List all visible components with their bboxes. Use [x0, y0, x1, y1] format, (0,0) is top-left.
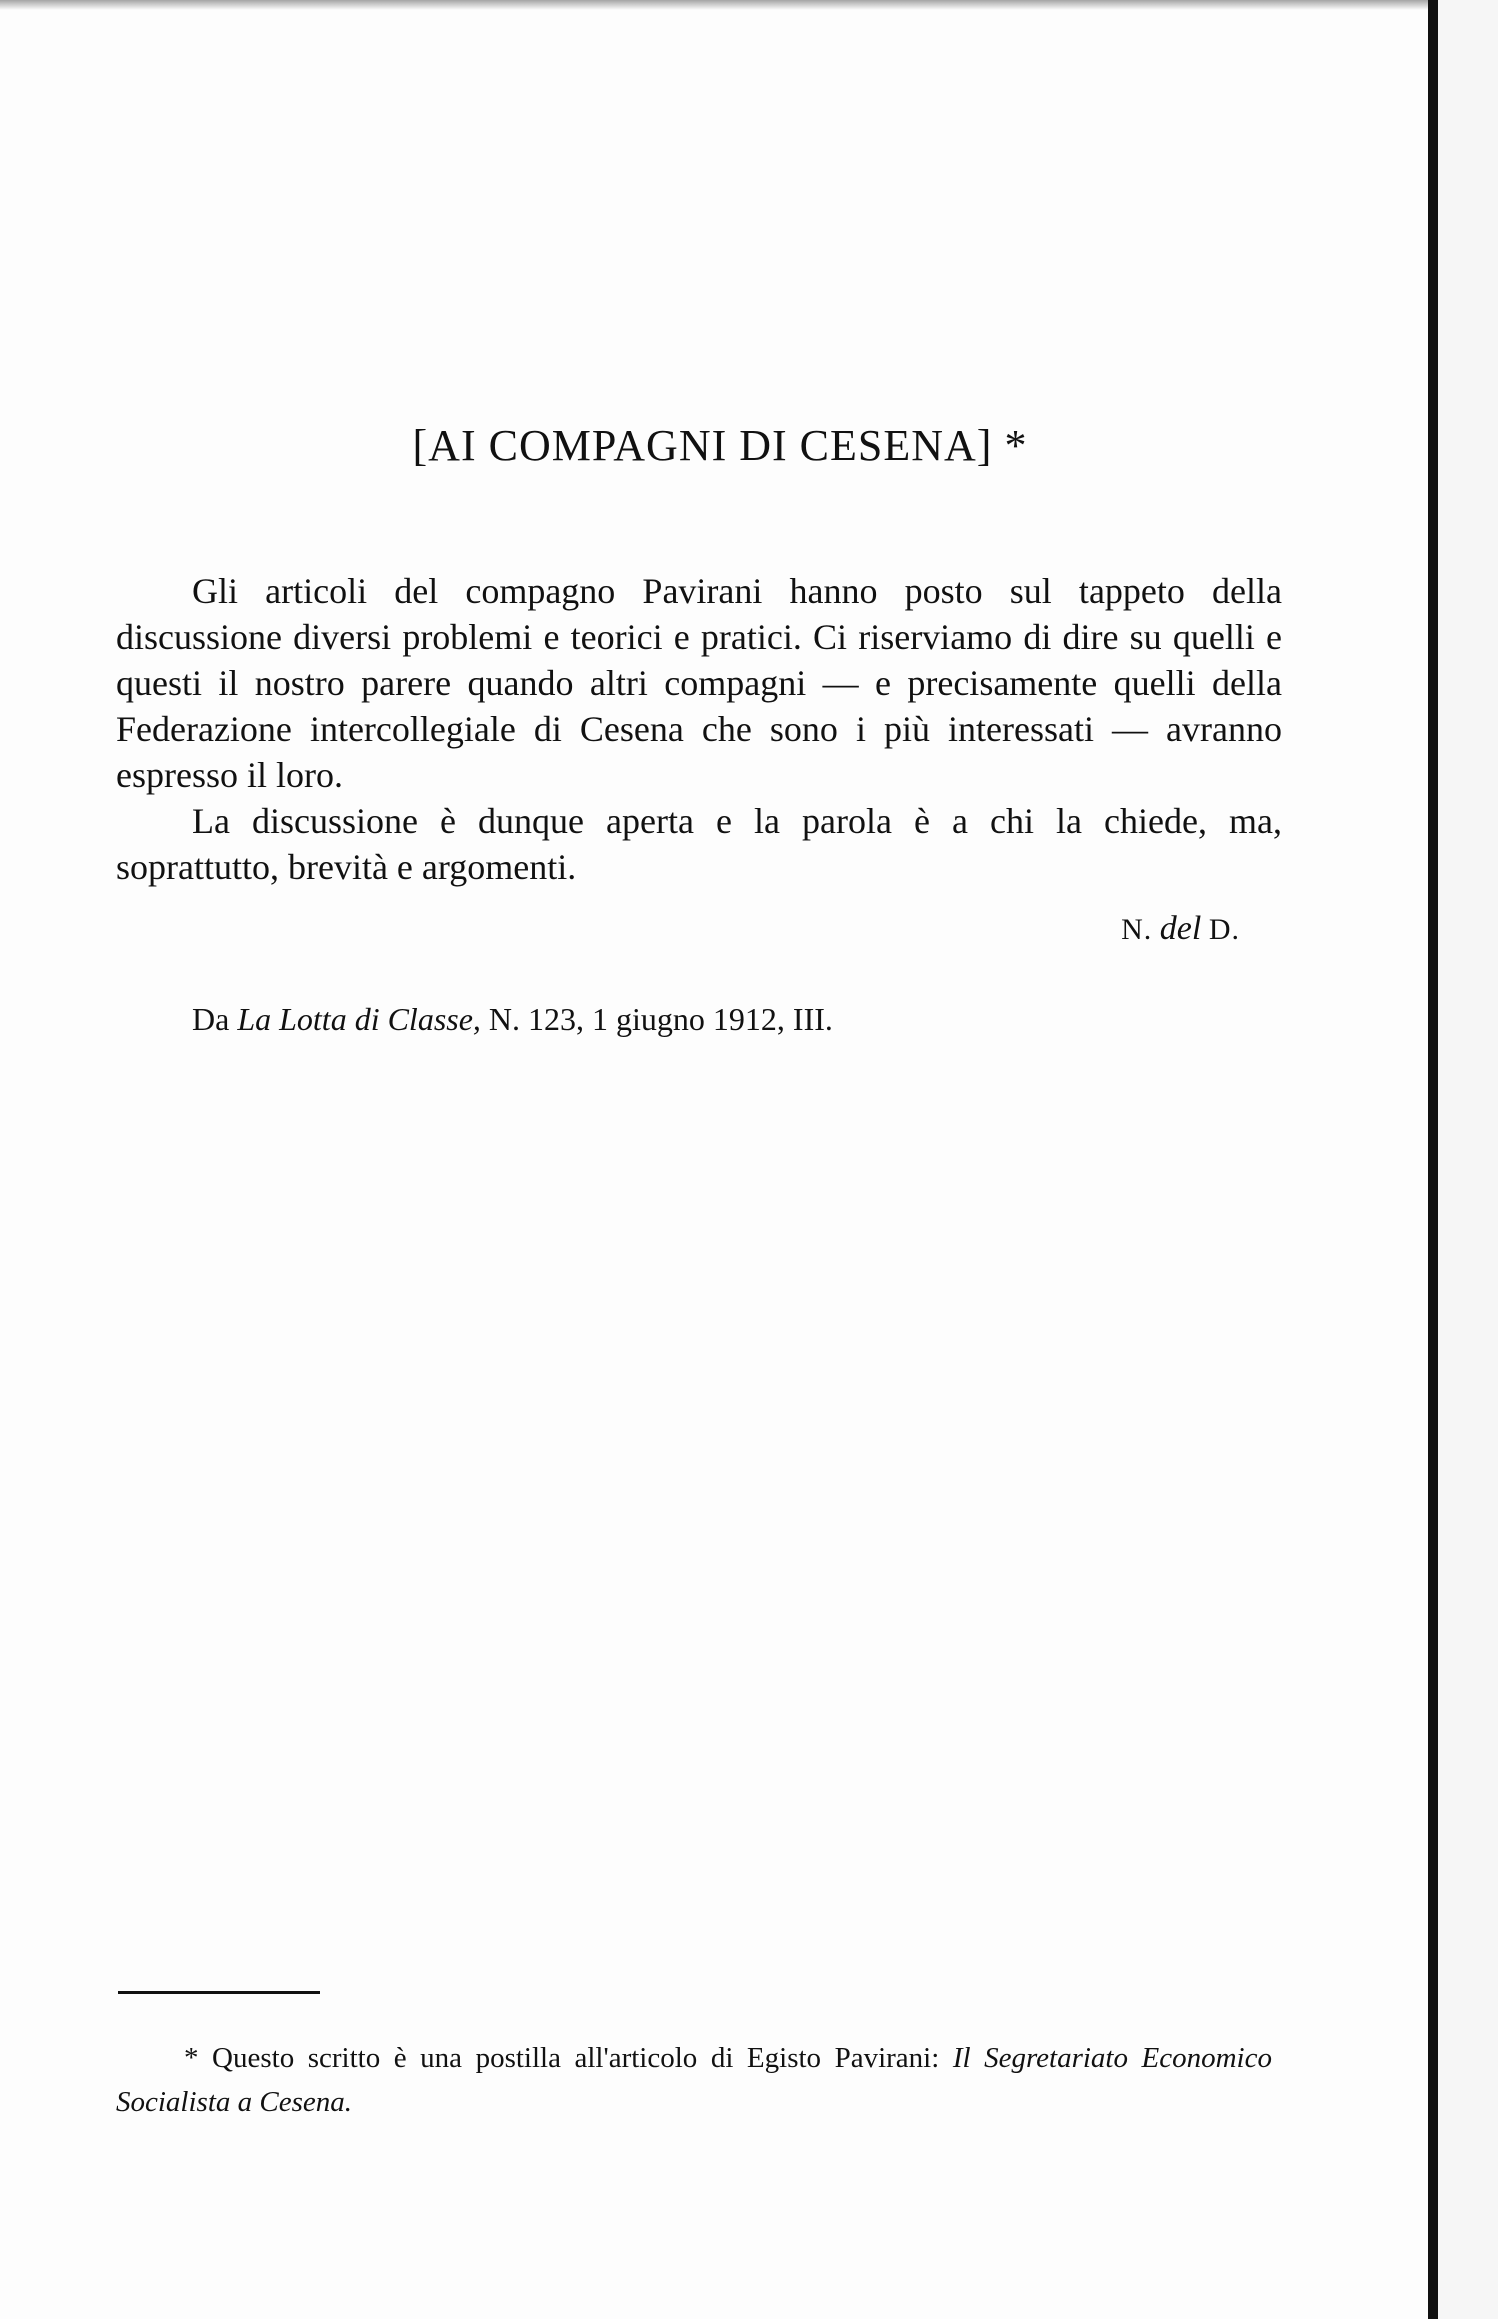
footnote: [116, 2036, 1272, 2124]
source-prefix: Da: [192, 1001, 238, 1037]
footnote-paragraph: [116, 2036, 1272, 2124]
page-title: [AI COMPAGNI DI CESENA] *: [412, 421, 1028, 470]
footnote-article-title: Il Segretariato Economico Socialista a Cesena.: [116, 2042, 1272, 2118]
source-publication: La Lotta di Classe,: [237, 1001, 481, 1037]
paragraph-2: La discussione è dunque aperta e la parola è a chi la chiede, ma, soprattutto, brevità e argomenti.: [116, 801, 1282, 887]
scan-top-edge: [0, 0, 1440, 10]
signature-suffix: D.: [1208, 913, 1240, 946]
source-details: N. 123, 1 giugno 1912, III.: [480, 1001, 833, 1037]
signature-prefix: N.: [1121, 913, 1153, 946]
signature-middle: del: [1159, 910, 1202, 947]
body-text: [116, 568, 1282, 890]
paragraph-1: Gli articoli del compagno Pavirani hanno posto sul tappeto della discussione diversi problemi e teorici e pratici. Ci riserviamo di dire su quelli e questi il nostro parere quando altri compagni — e precisamente quelli della Federazione intercollegiale di Cesena che sono i più interessati — avranno espresso il loro.: [116, 571, 1282, 795]
scan-gutter: [1438, 0, 1498, 2319]
page-binding-edge: [1428, 0, 1438, 2319]
footnote-divider: [118, 1991, 320, 1994]
source-citation: [192, 996, 833, 1042]
signature: [1040, 906, 1240, 953]
footnote-text: * Questo scritto è una postilla all'articolo di Egisto Pavirani:: [184, 2042, 953, 2074]
